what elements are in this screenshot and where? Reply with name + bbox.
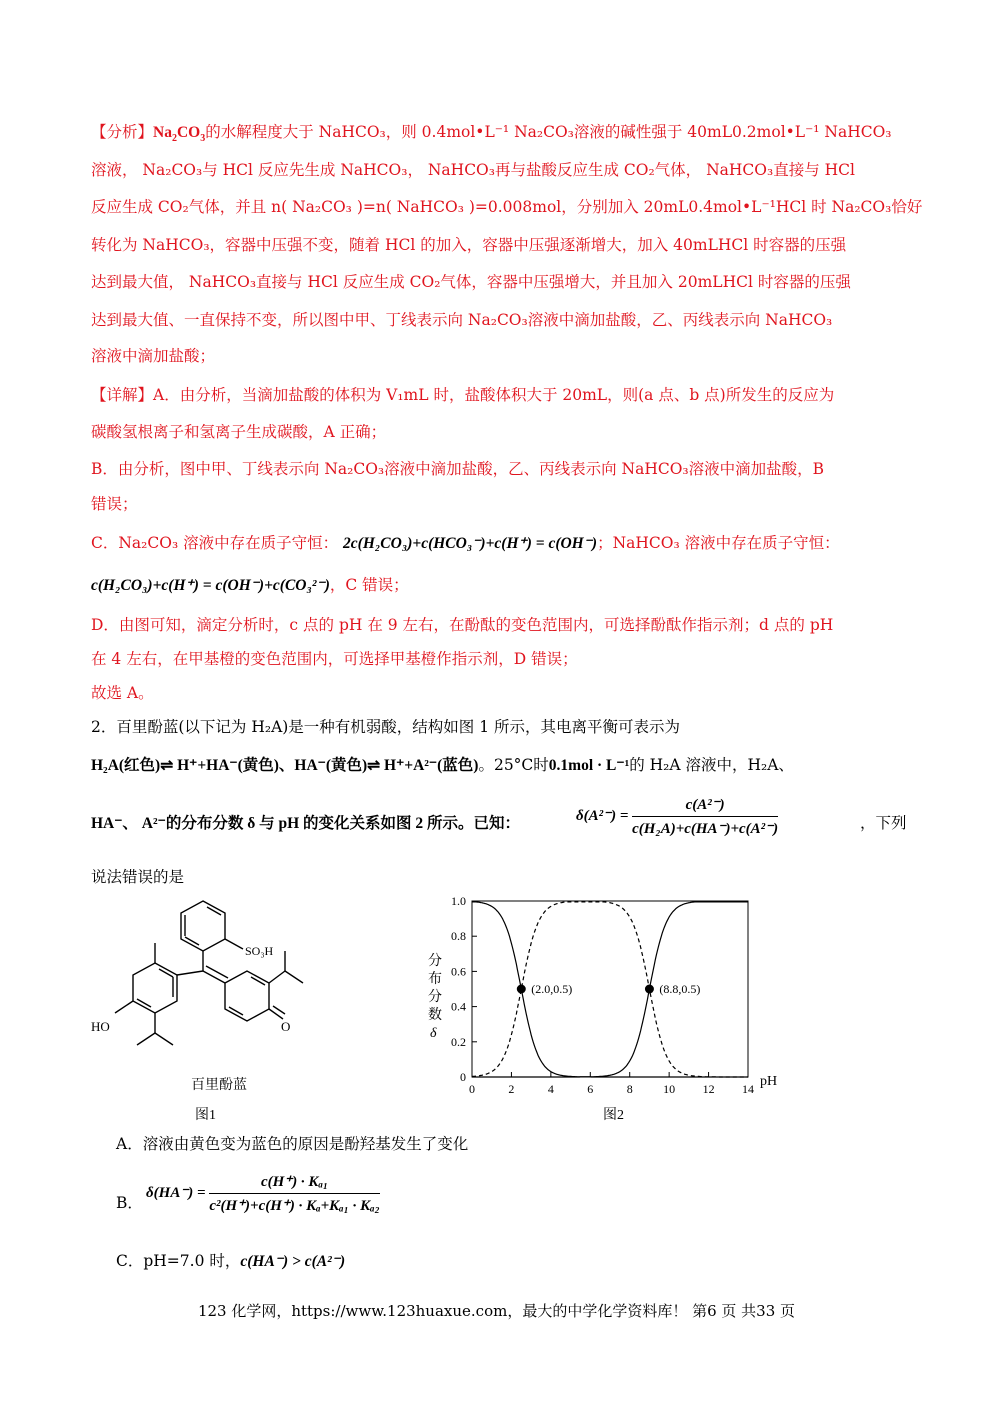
option-c: C．pH=7.0 时，c(HA⁻) > c(A²⁻) [116,1252,346,1270]
q2-line-4: 说法错误的是 [91,868,185,886]
q2-line-3-tail: ，下列 [860,814,907,832]
o-label: O [281,1019,291,1034]
data-point [645,985,654,994]
y-tick-label: 0.8 [451,929,466,944]
detail-d-line-1: D．由图可知，滴定分析时，c 点的 pH 在 9 左右，在酚酞的变色范围内，可选择酚酞作指示剂；d 点的 pH [91,616,834,634]
y-tick-label: 1.0 [451,894,466,908]
x-tick-label: 10 [663,1082,676,1096]
q2-line-3: HA⁻、 A²⁻的分布分数 δ 与 pH 的变化关系如图 2 所示。已知： [91,815,521,832]
x-axis-label: pH [760,1074,778,1089]
detail-a-line-2: 碳酸氢根离子和氢离子生成碳酸，A 正确； [91,423,387,441]
y-axis-label: 分布分数 δ [428,954,442,1041]
y-tick-label: 0.6 [451,964,466,979]
a2-curve [472,902,748,1077]
detail-answer: 故选 A。 [91,684,154,702]
x-tick-label: 4 [547,1082,554,1096]
h2a-curve [472,902,748,1077]
q2-line-1: 2．百里酚蓝(以下记为 H₂A)是一种有机弱酸，结构如图 1 所示，其电离平衡可表示为 [91,718,681,736]
q2-line-2: H₂A(红色)⇌ H⁺+HA⁻(黄色)、HA⁻(黄色)⇌ H⁺+A²⁻(蓝色)。25°C时0.1mol · L⁻¹的 H₂A 溶液中，H₂A、 [91,756,794,774]
chart-frame [472,901,748,1077]
y-tick-label: 0.4 [451,999,466,1014]
detail-c-line-1: C．Na₂CO₃ 溶液中存在质子守恒： 2c(H₂CO₃)+c(HCO₃⁻)+c(H⁺) = c(OH⁻)；NaHCO₃ 溶液中存在质子守恒： [91,534,840,552]
analysis-line-4: 转化为 NaHCO₃，容器中压强不变，随着 HCl 的加入，容器中压强逐渐增大，加入 40mLHCl 时容器的压强 [91,236,847,254]
delta-definition: δ(A²⁻) = $\frac{\text{c(A²⁻)}}{\text{c(H₂A)+c(HA⁻)+c(A²⁻)}}$ [576,797,779,837]
detail-a-line-1: 【详解】A．由分析，当滴加盐酸的体积为 V₁mL 时，盐酸体积大于 20mL，则(a 点、b 点)所发生的反应为 [91,386,835,404]
so3h-label: SO₃H [245,944,274,958]
y-tick-label: 0.2 [451,1034,466,1049]
ho-label: HO [91,1019,110,1034]
x-tick-label: 0 [469,1082,475,1096]
data-point-label: (8.8,0.5) [659,982,701,996]
analysis-line-5: 达到最大值， NaHCO₃直接与 HCl 反应生成 CO₂气体，容器中压强增大，并且加入 20mLHCl 时容器的压强 [91,273,851,291]
detail-d-line-2: 在 4 左右，在甲基橙的变色范围内，可选择甲基橙作指示剂，D 错误； [91,650,578,668]
analysis-line-7: 溶液中滴加盐酸； [91,347,216,365]
data-point [517,985,526,994]
figure-2-chart [420,893,800,1125]
page-footer: 123 化学网，https://www.123huaxue.com，最大的中学化学资料库！ 第6 页 共33 页 [197,1302,796,1320]
x-tick-label: 2 [508,1082,515,1096]
option-b-equation: δ(HA⁻) = $\frac{\text{c(H⁺) · Kₐ₁}}{\text{c²(H⁺)+c(H⁺) · Kₐ+Kₐ₁ · Kₐ₂}}$ [146,1174,380,1214]
analysis-line-2: 溶液， Na₂CO₃与 HCl 反应先生成 NaHCO₃， NaHCO₃再与盐酸反应生成 CO₂气体， NaHCO₃直接与 HCl [91,161,855,179]
y-tick-label: 0 [460,1070,466,1084]
x-tick-label: 12 [702,1082,715,1096]
ha-curve [472,902,748,1077]
figure-1-name: 百里酚蓝 [191,1078,247,1093]
x-tick-label: 6 [587,1082,594,1096]
analysis-line-1: 【分析】$Na_2CO_3$的水解程度大于 NaHCO₃，则 0.4mol•L⁻¹ Na₂CO₃溶液的碱性强于 40mL0.2mol•L⁻¹ NaHCO₃ [91,123,892,145]
x-tick-label: 14 [742,1082,754,1096]
figure-1-structure [85,893,325,1125]
detail-b-line-2: 错误； [91,495,138,513]
option-b-label: B． [116,1194,143,1212]
detail-b-line-1: B．由分析，图中甲、丁线表示向 Na₂CO₃溶液中滴加盐酸，乙、丙线表示向 NaHCO₃溶液中滴加盐酸，B [91,460,825,478]
figure-2-caption: 图2 [603,1108,624,1123]
x-tick-label: 8 [626,1082,633,1096]
figure-1-caption: 图1 [195,1108,216,1123]
option-a: A．溶液由黄色变为蓝色的原因是酚羟基发生了变化 [116,1135,469,1153]
data-point-label: (2.0,0.5) [531,982,573,996]
analysis-line-3: 反应生成 CO₂气体，并且 n( Na₂CO₃ )=n( NaHCO₃ )=0.008mol，分别加入 20mL0.4mol•L⁻¹HCl 时 Na₂CO₃恰好 [91,198,923,216]
analysis-line-6: 达到最大值、一直保持不变，所以图中甲、丁线表示向 Na₂CO₃溶液中滴加盐酸，乙、丙线表示向 NaHCO₃ [91,311,833,329]
detail-c-line-2: c(H₂CO₃)+c(H⁺) = c(OH⁻)+c(CO₃²⁻)，C 错误； [91,576,409,594]
